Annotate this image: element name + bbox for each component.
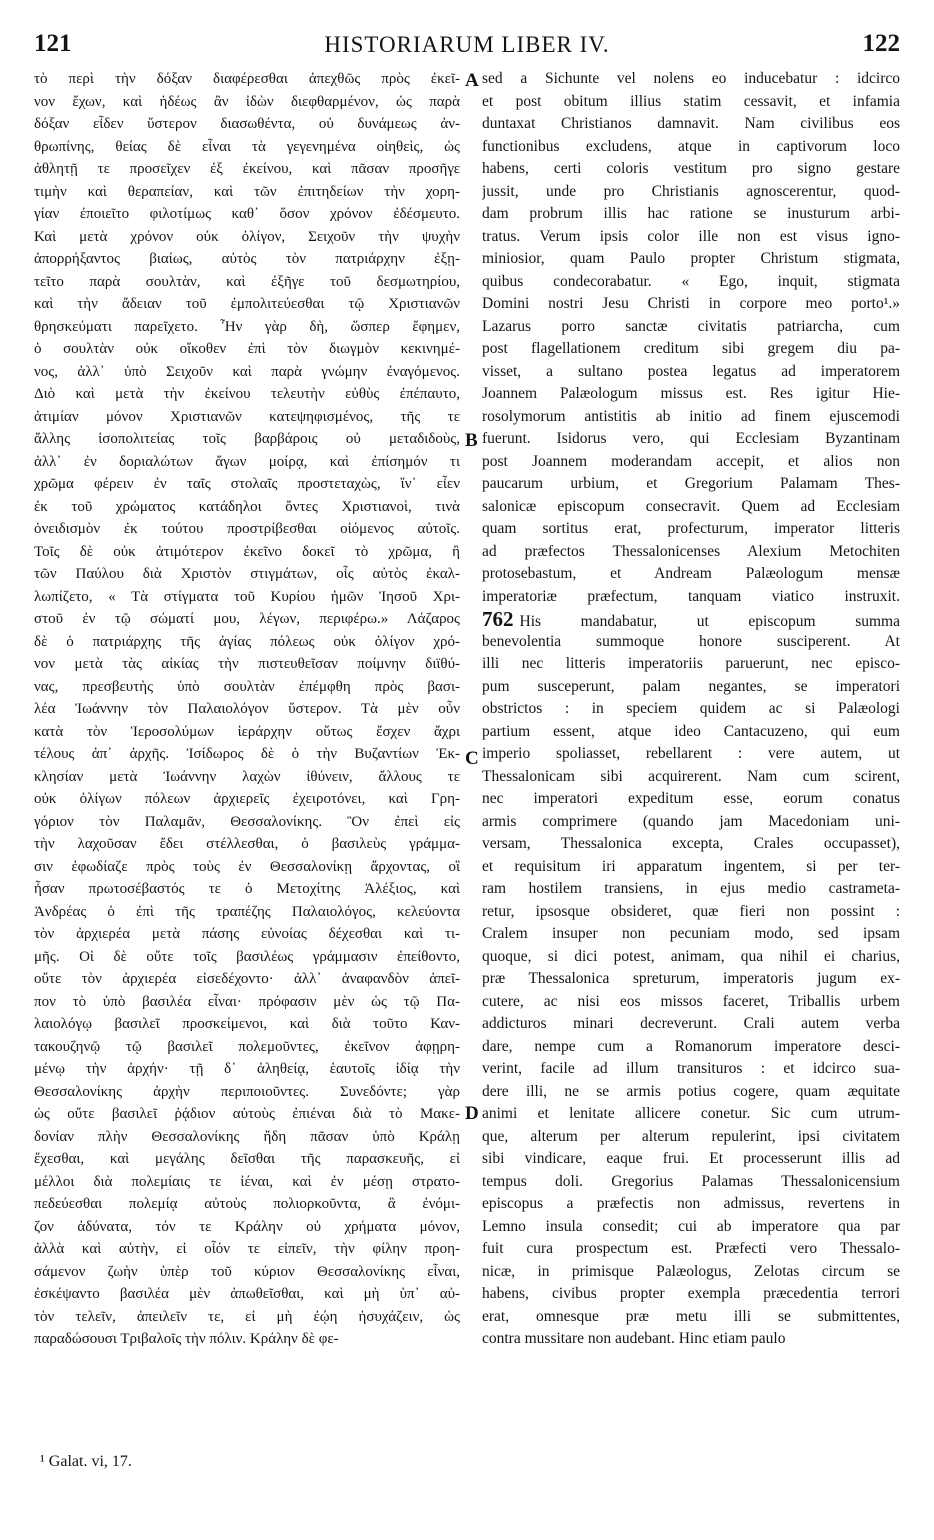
line-text: His mandabatur, ut episcopum summa (519, 613, 900, 630)
text-line: δόξαν εἶδεν ὕστερον διασωθέντα, οὐ δυνάμεως ἀν- (34, 116, 460, 132)
text-line: duntaxat Christianos damnavit. Nam civilibus eos (482, 115, 900, 132)
text-line: πον τὸ ὑπὸ βασιλέα εἶναι· πρόφασιν μὲν ὡς τῷ Πα- (34, 993, 460, 1010)
text-line: contra mussitare non audebant. Hinc etiam paulo (482, 1330, 786, 1347)
text-line: cutere, ac nisi eos missos faceret, Triballis urbem (482, 992, 900, 1010)
text-line: νον μετὰ τὰς αἰκίας τὴν πιστευθεῖσαν ποίμνην διϊθύ- (34, 656, 460, 672)
text-line: λαιολόγῳ βασιλεῖ προσκείμενοι, καὶ διὰ τοῦτο Καν- (34, 1016, 460, 1032)
text-line: ἀθλητῇ τε προσεῖχεν ἐξ ἐκείνου, καὶ πᾶσαν προσῆγε (34, 161, 460, 177)
text-line: addicturos minari decreverunt. Crali autem verba (482, 1015, 900, 1032)
text-line: Θεσσαλονίκης ἀρχὴν περιποιοῦντες. Συνεδόντε; γὰρ (34, 1083, 460, 1100)
text-line: tempus doli. Gregorius Palamas Thessalonicensium (482, 1172, 900, 1190)
text-line: ἄλλης ἰσοπολιτείας τοῖς βαρβάροις οὐ μεταδιδοὺς, (34, 431, 460, 447)
greek-text-column (34, 68, 460, 1351)
text-line: στοῦ ἐν τῷ σώματί μου, λέγων, περιφέρω.» Λάζαρος (34, 611, 460, 627)
text-line: rosolymorum antistitis ab initio ad finem ejuscemodi (482, 407, 900, 425)
text-line: ἦσαν πρωτοσέβαστός τε ὁ Μετοχίτης Ἀλέξιος, καὶ (34, 881, 460, 897)
text-line: ἔχεσθαι, καὶ μεγάλης δεῖσθαι τῆς παρασκευῆς, εἰ (34, 1151, 460, 1167)
text-line: nicæ, in primisque Palæologus, Zelotas circum se (482, 1262, 900, 1280)
text-line (482, 608, 900, 631)
text-line: post Joannem moderandam accepit, et alios non (482, 452, 900, 470)
text-line: Domini nostri Jesu Christi in corpore meo porto¹.» (482, 295, 900, 312)
text-line: ram hostilem transiens, in ejus medio castrameta- (482, 880, 900, 897)
text-line: illi nec litteris imperatoriis paruerunt, nec episco- (482, 655, 900, 672)
text-line: fuerunt. Isidorus vero, qui Ecclesiam Byzantinam (482, 430, 900, 447)
text-line: σάμενον ζωὴν ὑπὲρ τοῦ κύριον Θεσσαλονίκης εἶναι, (34, 1263, 460, 1280)
text-line: νον ἔχων, καὶ ἡδέως ἂν ἰδὼν διεφθαρμένον, ὡς παρὰ (34, 93, 460, 110)
text-line: dere illi, ne se armis potius cogere, quam æquitate (482, 1082, 900, 1100)
text-line: μένῳ τὴν ἀρχήν· τῇ δ᾽ ἀληθείᾳ, ἑαυτοῖς ἰδίᾳ τὴν (34, 1061, 460, 1077)
page-number-left: 121 (34, 30, 72, 57)
text-line: et post obitum illius statim cessavit, et infamia (482, 92, 900, 110)
text-line: et requisitum iri apparatum ingentem, si per ter- (482, 857, 900, 875)
text-line: animi et lenitate allicere conetur. Sic cum utrum- (482, 1105, 900, 1122)
text-line: post flagellationem creditum sibi gregem diu pa- (482, 340, 900, 357)
text-line: dam probrum illis hac ratione se inusturum arbi- (482, 205, 900, 222)
text-line: protosebastum, et Andream Palæologum mensæ (482, 565, 900, 582)
text-line: salonicæ episcopum consecravit. Quem ad Ecclesiam (482, 497, 900, 515)
text-line: τῶν Παύλου διὰ Χριστὸν στιγμάτων, οἷς αὐτὸς ἐκαλ- (34, 566, 460, 582)
text-line: Lemno insula consedit; cui ab imperatore qua par (482, 1217, 900, 1235)
margin-marker-d: D (465, 1103, 479, 1124)
text-line: θρησκεύματι παρεῖχετο. Ἦν γὰρ δὴ, ὥσπερ ἔφημεν, (34, 318, 460, 335)
text-line: χρῶμα φέρειν ἐν ταῖς στολαῖς προστεταχὼς, ἵν᾽ εἶεν (34, 476, 460, 492)
text-line: ὡς οὔτε βασιλεῖ ῥᾴδιον αὐτοὺς ἐπιέναι διὰ τὸ Μακε- (34, 1106, 460, 1122)
text-line: Thessalonicam sibi acquirerent. Nam cum scirent, (482, 767, 900, 785)
text-line: paucarum urbium, et Gregorium Palamam Thes- (482, 475, 900, 492)
text-line: imperatoriæ præfectum, tanquam viatico instruxit. (482, 587, 900, 605)
text-line: τιμὴν καὶ θεραπείαν, καὶ τῶν ἐπιτηδείων τὴν χορη- (34, 183, 460, 200)
text-line: partium essent, atque ideo Cantacuzeno, qui eum (482, 722, 900, 740)
text-line: retur, ipsosque obsideret, quæ fieri non possint : (482, 902, 900, 920)
text-line: sibi vindicare, eaque frui. Et processerunt illis ad (482, 1150, 900, 1167)
text-line: Καὶ μετὰ χρόνον οὐκ ὀλίγον, Σειχοῦν τὴν ψυχὴν (34, 228, 460, 245)
text-line: armis comprimere (quando jam Macedoniam uni- (482, 812, 900, 830)
text-line: ἀλλ᾽ ἐν δοριαλώτων ἄγων μοίρᾳ, καὶ ἐπίσημόν τι (34, 453, 460, 470)
text-line: Ἀνδρέας ὁ ἐπὶ τῆς τραπέζης Παλαιολόγος, κελεύοντα (34, 903, 460, 920)
text-line: τὴν λαχοῦσαν ἔδει στέλλεσθαι, ὁ βασιλεὺς γράμμα- (34, 836, 460, 852)
text-line: τέλους ἀπ᾽ ἀρχῆς. Ἰσίδωρος δὲ ὁ τὴν Βυζαντίων Ἐκ- (34, 746, 460, 762)
text-line: versam, Thessalonica excepta, Crales occupasset), (482, 835, 900, 852)
margin-marker-a: A (465, 70, 479, 91)
text-line: visset, a sultano postea legatus ad imperatorem (482, 362, 900, 380)
text-line: Cralem insuper non pecuniam modo, sed ipsam (482, 925, 900, 942)
text-line: σιν ἐφωδίαζε πρὸς τοὺς ἐν Θεσσαλονίκῃ ἄρχοντας, οἳ (34, 858, 460, 875)
text-line: τὸ περὶ τὴν δόξαν διαφέρεσθαι ἀπεχθῶς πρὸς ἐκεῖ- (34, 71, 460, 87)
margin-marker-b: B (465, 430, 478, 451)
text-line: Joannem Palæologum missus est. Res igitur Hie- (482, 385, 900, 402)
text-line: pum susceperunt, palam negantes, se imperatori (482, 677, 900, 695)
text-line: τακουζηνῷ τῷ βασιλεῖ πολεμοῦντες, ἐκεῖνον ἀφῃρη- (34, 1038, 460, 1055)
text-line: ἀτιμίαν μόνον Χριστιανῶν κατεψηφισμένος, τῆς τε (34, 408, 460, 425)
text-line: Lazarus porro sanctæ civitatis patriarcha, cum (482, 317, 900, 335)
text-line: episcopus a præfectis non admissus, revertens in (482, 1195, 900, 1212)
text-line: verint, facile ad illum transituros : et idcirco sua- (482, 1060, 900, 1077)
section-number: 762 (482, 608, 514, 631)
text-line: γόριον τὸν Παλαμᾶν, Θεσσαλονίκης. Ὃν ἐπεὶ εἰς (34, 813, 460, 830)
text-line: erat, omnesque præ metu illi se submittentes, (482, 1307, 900, 1325)
text-line: miniosior, quam Paulo propter Christum stigmata, (482, 250, 900, 267)
page-number-right: 122 (862, 30, 900, 57)
text-line: obstrictos : in speciem quidem ac si Palæologi (482, 700, 900, 717)
text-line: quoque, si dici potest, animam, qua nihil ei charius, (482, 947, 900, 965)
text-line: ad præfectos Thessalonicenses Alexium Metochiten (482, 542, 900, 560)
text-line: ὀνειδισμὸν ἐκ τούτου προστρίβεσθαι οἰόμενος αὐτοῖς. (34, 521, 460, 537)
text-line: δὲ ὁ πατριάρχης τῆς ἁγίας πόλεως οὐκ ὀλίγον χρό- (34, 633, 460, 650)
text-line: δονίαν πλὴν Θεσσαλονίκης ἤδη πᾶσαν ὑπὸ Κράλῃ (34, 1128, 460, 1145)
text-line: κλησίαν μετὰ Ἰωάννην λαχὼν ἰθύνειν, ἄλλους τε (34, 768, 460, 785)
text-line: λωπίζετο, « Τὰ στίγματα τοῦ Κυρίου ἡμῶν Ἰησοῦ Χρι- (34, 588, 460, 605)
text-line: λέα Ἰωάννην τὸν Παλαιολόγον ὕστερον. Τὰ μὲν οὖν (34, 701, 460, 717)
text-line: τὸν τελεῖν, ἀπειλεῖν τε, εἰ μὴ ἐῴη ἡσυχάζειν, ὡς (34, 1308, 460, 1325)
text-line: ἀλλὰ καὶ αὐτὴν, εἰ οἷόν τε εἰπεῖν, τὴν φίλην προη- (34, 1241, 460, 1257)
text-line: benevolentia summoque honore susciperent. At (482, 632, 900, 650)
text-line: θρωπίνης, θείας δὲ εἶναι τὰ γεγενημένα οἰηθεὶς, ὡς (34, 138, 460, 155)
text-line: habens, certi coloris vestitum pro signo gestare (482, 160, 900, 177)
text-line: jussit, unde pro Christianis agnoscerentur, quod- (482, 182, 900, 200)
text-line: νος, ἀλλ᾽ ὑπὸ Σειχοῦν καὶ παρὰ γνώμην ἐναγόμενος. (34, 363, 460, 380)
text-line: ὁ σουλτὰν οὐκ οἴκοθεν ἐπὶ τὸν διωγμὸν κεκινημέ- (34, 341, 460, 357)
text-line: οὔτε τὸν ἀρχιερέα εἰσεδέχοντο· ἀλλ᾽ ἀναφανδὸν ἀπεῖ- (34, 971, 460, 987)
text-line: μῆς. Οἱ δὲ οὔτε τοῖς βασιλέως γράμμασιν ἐπείθοντο, (34, 948, 460, 965)
text-line: οὐκ ὀλίγων πόλεων ἀρχιερεῖς ἐχειροτόνει, καὶ Γρη- (34, 791, 460, 807)
text-line: ἐκ τοῦ χρώματος κατάδηλοι ὄντες Χριστιανοὶ, τινὰ (34, 498, 460, 515)
text-line: quam sortitus erat, profecturum, imperator litteris (482, 520, 900, 537)
text-line: dare, nempe cum a Romanorum imperatore desci- (482, 1037, 900, 1055)
text-line: ζον ἀδύνατα, τόν τε Κράλην οὐ χρήματα μόνον, (34, 1218, 460, 1235)
text-line: νας, πρεσβευτὴς ὑπὸ σουλτὰν ἐπέμφθη πρὸς βασι- (34, 678, 460, 695)
text-line: functionibus excludens, atque in captivorum loco (482, 137, 900, 155)
text-line: καὶ τὴν ἄδειαν τοῦ ἐμπολιτεύεσθαι τῷ Χριστιανῶν (34, 296, 460, 312)
text-line: τεῖτο παρὰ σουλτὰν, καὶ ἐξῆγε τοῦ δεσμωτηρίου, (34, 273, 460, 290)
text-line: ἀπορρήξαντος βιαίως, αὐτὸς τὸν πατριάρχην ἐξῃ- (34, 251, 460, 267)
text-line: fuit cura prospectum est. Præfecti vero Thessalo- (482, 1240, 900, 1257)
text-line: ἐσκέψαντο βασιλέα μὲν ἀπωθεῖσθαι, καὶ μὴ ὑπ᾽ αὐ- (34, 1286, 460, 1302)
footnote: ¹ Galat. vi, 17. (40, 1453, 132, 1470)
latin-text-column (482, 68, 900, 1351)
text-line: sed a Sichunte vel nolens eo inducebatur : idcirco (482, 70, 900, 87)
text-line: μέλλοι διὰ πολεμίαις τε ἰέναι, καὶ ἐν μέσῃ στρατο- (34, 1173, 460, 1190)
text-line: quibus condecorabatur. « Ego, inquit, stigmata (482, 272, 900, 290)
running-title: HISTORIARUM LIBER IV. (324, 32, 610, 57)
text-line: πεδεύεσθαι πολεμίᾳ αὐτοὺς πολιορκοῦντα, ἃ ἐνόμι- (34, 1196, 460, 1212)
text-line: Διὸ καὶ μετὰ τὴν ἐκείνου τελευτὴν εὐθὺς ἐπέπαυτο, (34, 386, 460, 402)
text-line: nec imperatori expeditum esse, eorum conatus (482, 790, 900, 807)
text-line: παραδώσουσι Τριβαλοῖς τὴν πόλιν. Κράλην δὲ φε- (34, 1331, 339, 1347)
text-line: Τοῖς δὲ οὐκ ἀτιμότερον ἐκεῖνο δοκεῖ τὸ χρῶμα, ἢ (34, 543, 460, 560)
text-line: que, alterum per alterum repulerint, ipsi civitatem (482, 1127, 900, 1145)
running-header (34, 30, 900, 64)
text-line: τὸν ἀρχιερέα μετὰ πάσης εὐνοίας δέχεσθαι καὶ τι- (34, 926, 460, 942)
text-line: imperio spoliasset, rebellarent : vere autem, ut (482, 745, 900, 762)
text-line: habens, civibus propter exempla præcedentia terrori (482, 1285, 900, 1302)
text-line: κατὰ τὸν Ἱεροσολύμων ἱεράρχην οὕτως ἔσχεν ἄχρι (34, 723, 460, 740)
text-line: tratus. Verum ipsis color ille non est visus igno- (482, 227, 900, 245)
margin-marker-c: C (465, 748, 479, 769)
text-line: γίαν ἐποιεῖτο φιλοτίμως καθ᾽ ὅσον χρόνον ἐδέσμευτο. (34, 206, 460, 222)
text-line: præ Thessalonica spreturum, imperatoris jugum ex- (482, 970, 900, 987)
